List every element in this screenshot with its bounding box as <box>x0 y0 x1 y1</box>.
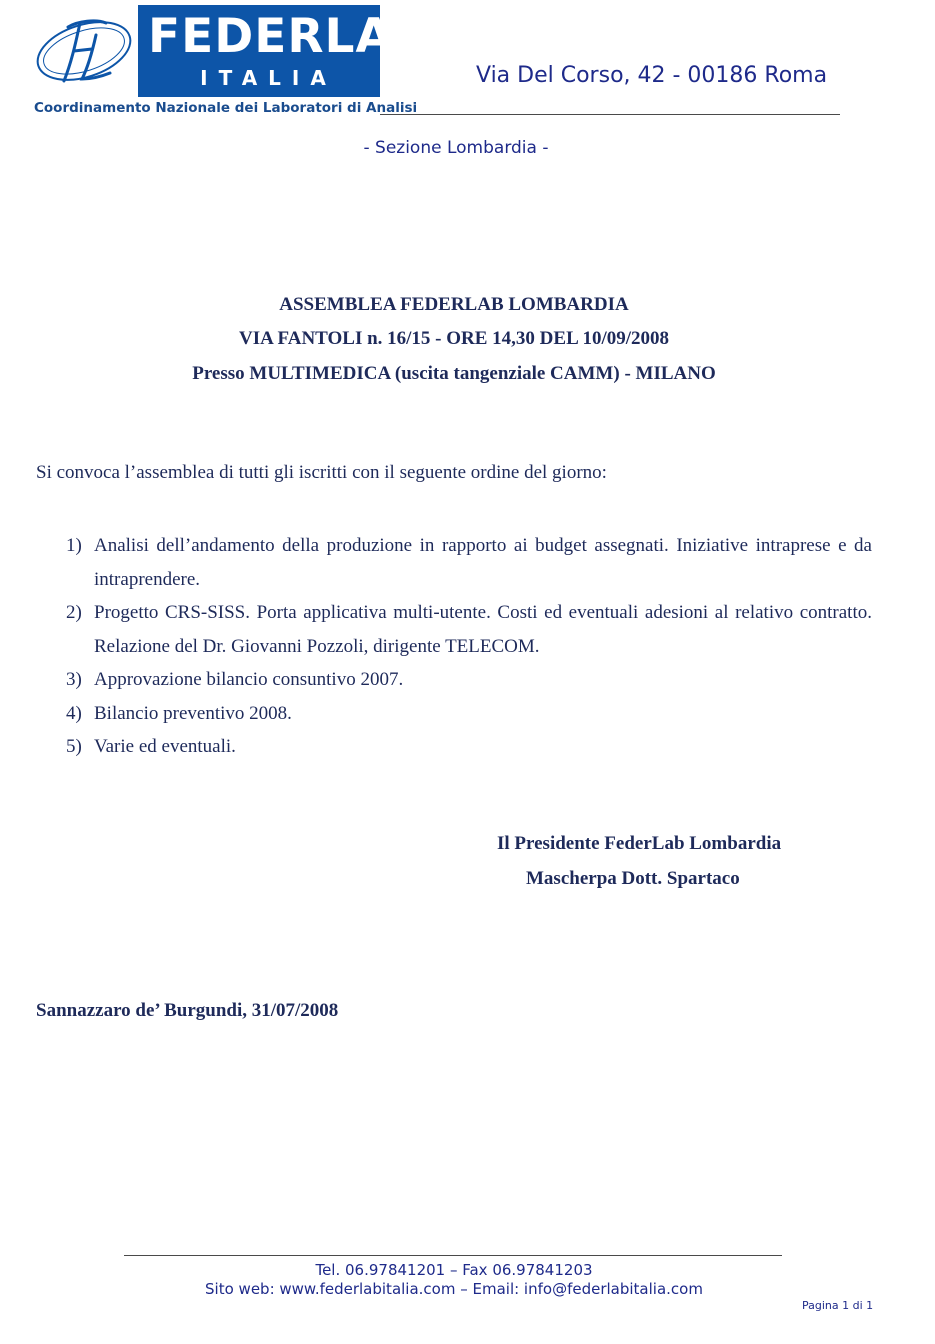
agenda-number: 2) <box>66 602 82 623</box>
agenda-item-1 <box>36 529 872 596</box>
agenda-number: 3) <box>66 669 82 690</box>
federlab-logo <box>30 5 430 97</box>
footer-divider <box>124 1255 782 1256</box>
place-and-date: Sannazzaro de’ Burgundi, 31/07/2008 <box>36 1000 339 1021</box>
logo-name: FEDERLAB <box>148 9 430 64</box>
footer-contacts: Tel. 06.97841201 – Fax 06.97841203 <box>315 1261 593 1279</box>
monogram-icon <box>30 5 138 97</box>
agenda-item-5 <box>36 730 872 764</box>
agenda-item-4 <box>36 697 872 731</box>
meeting-venue: Presso MULTIMEDICA (uscita tangenziale CAMM) - MILANO <box>192 363 716 384</box>
document-title: ASSEMBLEA FEDERLAB LOMBARDIA <box>279 294 629 315</box>
logo-subname: ITALIA <box>200 66 337 90</box>
agenda-text: Approvazione bilancio consuntivo 2007. <box>94 669 404 690</box>
header-divider <box>380 114 840 115</box>
agenda-number: 4) <box>66 702 82 724</box>
meeting-location-time: VIA FANTOLI n. 16/15 - ORE 14,30 DEL 10/09/2008 <box>238 328 670 349</box>
agenda-number: 1) <box>66 535 82 556</box>
agenda-item-3 <box>36 663 872 697</box>
agenda-text: Analisi dell’andamento della produzione in rapporto ai budget assegnati. Iniziative intraprese e da intraprendere. <box>94 535 872 590</box>
agenda-number: 5) <box>66 736 82 757</box>
intro-paragraph: Si convoca l’assemblea di tutti gli iscritti con il seguente ordine del giorno: <box>36 462 607 483</box>
agenda-text: Progetto CRS-SISS. Porta applicativa multi-utente. Costi ed eventuali adesioni al relativo contratto. Relazione del Dr. Giovanni Pozzoli, dirigente TELECOM. <box>94 602 872 657</box>
footer-web-email: Sito web: www.federlabitalia.com – Email: info@federlabitalia.com <box>205 1280 703 1298</box>
section-label: - Sezione Lombardia - <box>363 138 549 158</box>
agenda-item-2 <box>36 596 872 663</box>
logo-tagline: Coordinamento Nazionale dei Laboratori di Analisi <box>34 100 418 116</box>
agenda-text: Varie ed eventuali. <box>94 736 236 757</box>
agenda-list <box>36 529 872 764</box>
agenda-text: Bilancio preventivo 2008. <box>94 702 292 724</box>
header-address: Via Del Corso, 42 - 00186 Roma <box>476 63 828 88</box>
monogram-emblem <box>30 5 138 97</box>
page-number: Pagina 1 di 1 <box>802 1299 874 1312</box>
signature-name: Mascherpa Dott. Spartaco <box>526 868 740 889</box>
signature-role: Il Presidente FederLab Lombardia <box>497 833 782 854</box>
